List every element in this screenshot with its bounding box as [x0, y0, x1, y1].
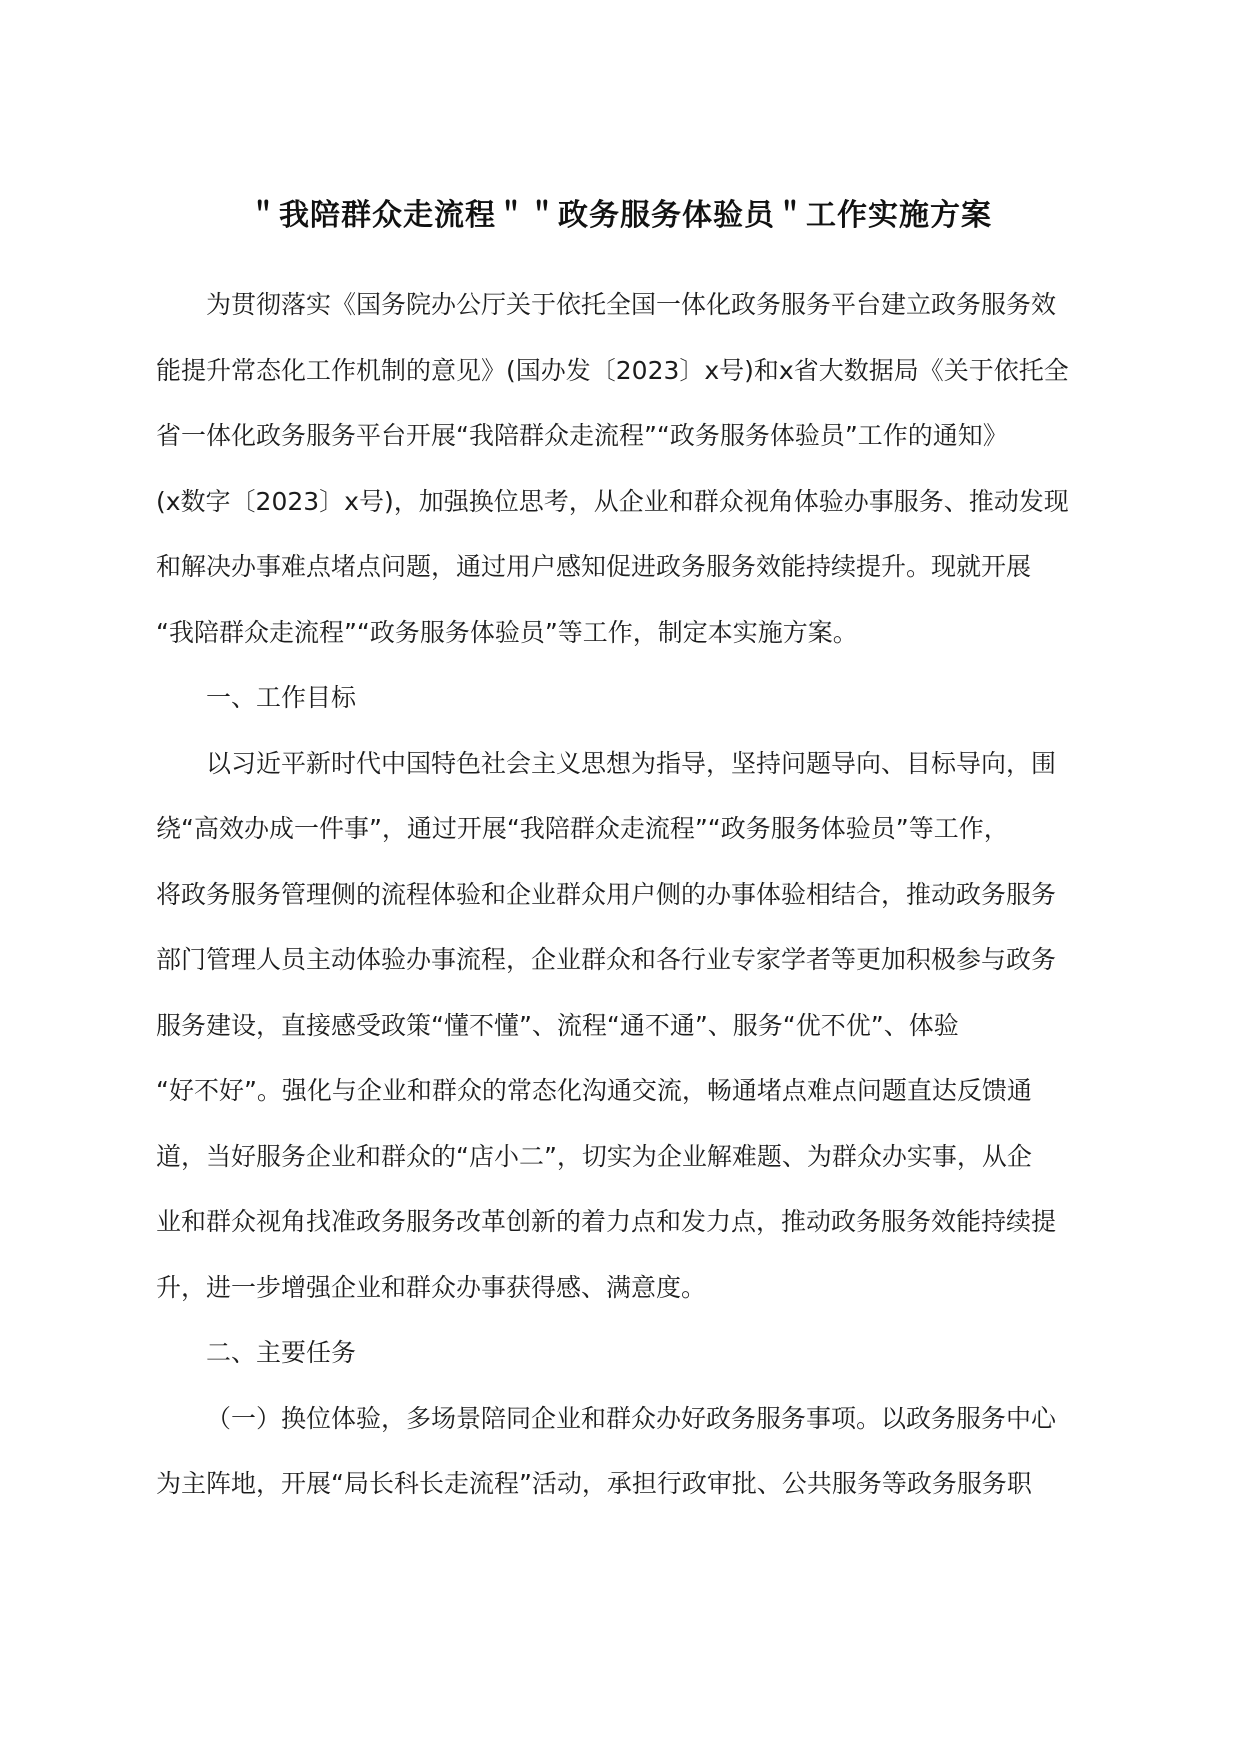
paragraph-line: 绕“高效办成一件事”，通过开展“我陪群众走流程”“政务服务体验员”等工作， — [156, 814, 1009, 843]
section-heading: 二、主要任务 — [206, 1338, 357, 1367]
paragraph-line: （一）换位体验，多场景陪同企业和群众办好政务服务事项。以政务服务中心 — [206, 1403, 1057, 1433]
paragraph-line: 以习近平新时代中国特色社会主义思想为指导，坚持问题导向、目标导向，围 — [206, 748, 1057, 778]
paragraph-line: 升，进一步增强企业和群众办事获得感、满意度。 — [156, 1272, 707, 1302]
paragraph-line: 将政务服务管理侧的流程体验和企业群众用户侧的办事体验相结合，推动政务服务 — [156, 879, 1057, 909]
paragraph-line: “我陪群众走流程”“政务服务体验员”等工作，制定本实施方案。 — [156, 617, 858, 647]
paragraph-line: 能提升常态化工作机制的意见》(国办发〔2023〕x号)和x省大数据局《关于依托全 — [156, 355, 1069, 385]
paragraph-line: 和解决办事难点堵点问题，通过用户感知促进政务服务效能持续提升。现就开展 — [156, 552, 1032, 581]
paragraph-line: 部门管理人员主动体验办事流程，企业群众和各行业专家学者等更加积极参与政务 — [156, 945, 1057, 974]
paragraph-line: “好不好”。强化与企业和群众的常态化沟通交流，畅通堵点难点问题直达反馈通 — [156, 1076, 1032, 1105]
paragraph-line: 为贯彻落实《国务院办公厅关于依托全国一体化政务服务平台建立政务服务效 — [206, 290, 1057, 319]
paragraph-line: (x数字〔2023〕x号)，加强换位思考，从企业和群众视角体验办事服务、推动发现 — [156, 486, 1069, 516]
section-heading: 一、工作目标 — [206, 683, 357, 712]
paragraph-line: 道，当好服务企业和群众的“店小二”，切实为企业解难题、为群众办实事，从企 — [156, 1141, 1032, 1171]
paragraph-line: 业和群众视角找准政务服务改革创新的着力点和发力点，推动政务服务效能持续提 — [156, 1207, 1057, 1236]
paragraph-line: 为主阵地，开展“局长科长走流程”活动，承担行政审批、公共服务等政务服务职 — [156, 1469, 1032, 1498]
document-title: ＂我陪群众走流程＂＂政务服务体验员＂工作实施方案 — [248, 198, 992, 233]
paragraph-line: 省一体化政务服务平台开展“我陪群众走流程”“政务服务体验员”工作的通知》 — [156, 421, 1008, 450]
paragraph-line: 服务建设，直接感受政策“懂不懂”、流程“通不通”、服务“优不优”、体验 — [156, 1010, 959, 1040]
document-body — [156, 272, 1086, 1517]
